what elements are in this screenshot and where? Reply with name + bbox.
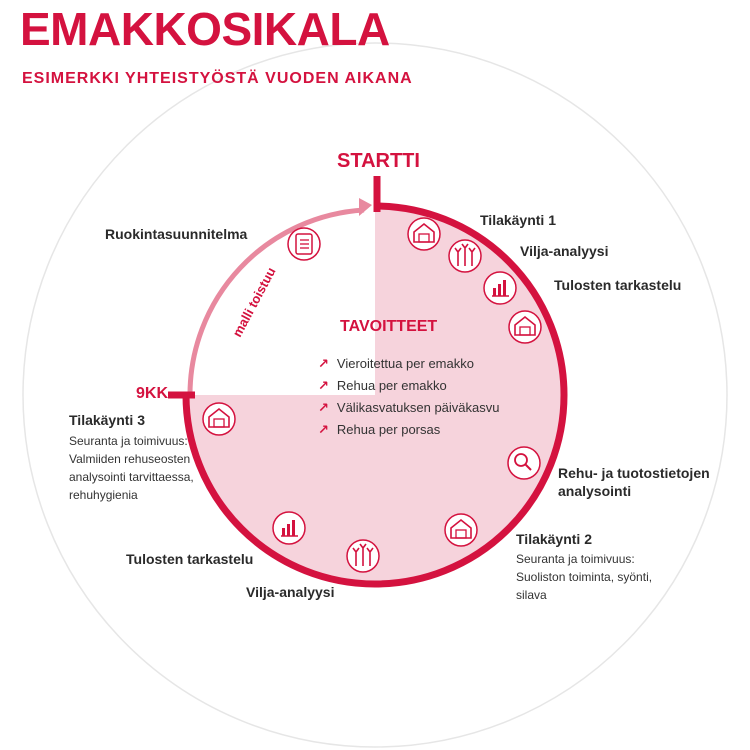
trend-up-icon: ↗	[318, 422, 329, 437]
step-grain-analysis-2: Vilja-analyysi	[246, 584, 335, 600]
barn-icon	[408, 218, 440, 250]
nine-month-label: 9KK	[136, 385, 169, 402]
step-results-review-2: Tulosten tarkastelu	[126, 551, 254, 567]
bar-chart-icon	[273, 512, 305, 544]
feeding-plan-icon	[288, 228, 320, 260]
trend-up-icon: ↗	[318, 400, 329, 415]
step-visit-2: Tilakäynti 2	[516, 531, 593, 547]
goal-item: ↗ Vieroitettua per emakko	[318, 356, 474, 371]
step-visit-2-description: Seuranta ja toimivuus: Suoliston toiminta, syönti, silava	[516, 552, 653, 602]
barn-icon	[445, 514, 477, 546]
goal-item: ↗ Välikasvatuksen päiväkasvu	[318, 400, 500, 415]
page-subtitle: ESIMERKKI YHTEISTYÖSTÄ VUODEN AIKANA	[22, 70, 413, 87]
step-grain-analysis-1: Vilja-analyysi	[520, 243, 609, 259]
trend-up-icon: ↗	[318, 356, 329, 371]
step-visit-3-description: Seuranta ja toimivuus: Valmiiden rehuseosten analysointi tarvittaessa, rehuhygienia	[69, 434, 194, 502]
step-visit-3: Tilakäynti 3	[69, 412, 146, 428]
grain-icon	[449, 240, 481, 272]
goals-list	[318, 353, 500, 441]
goals-heading: TAVOITTEET	[340, 318, 438, 335]
step-visit-1: Tilakäynti 1	[480, 212, 557, 228]
goal-item: ↗ Rehua per emakko	[318, 378, 447, 393]
bar-chart-icon	[484, 272, 516, 304]
grain-icon	[347, 540, 379, 572]
barn-icon	[203, 403, 235, 435]
barn-icon	[509, 311, 541, 343]
trend-up-icon: ↗	[318, 378, 329, 393]
step-feed-data-analysis: Rehu- ja tuotostietojen analysointi	[558, 465, 710, 499]
goal-item: ↗ Rehua per porsas	[318, 422, 441, 437]
repeat-arrowhead	[359, 198, 372, 216]
repeat-label: malli toistuu	[229, 264, 279, 340]
search-icon	[508, 447, 540, 479]
page-title: EMAKKOSIKALA	[20, 3, 390, 55]
step-feeding-plan: Ruokintasuunnitelma	[105, 226, 248, 242]
step-results-review-1: Tulosten tarkastelu	[554, 277, 682, 293]
start-label: STARTTI	[337, 150, 420, 172]
